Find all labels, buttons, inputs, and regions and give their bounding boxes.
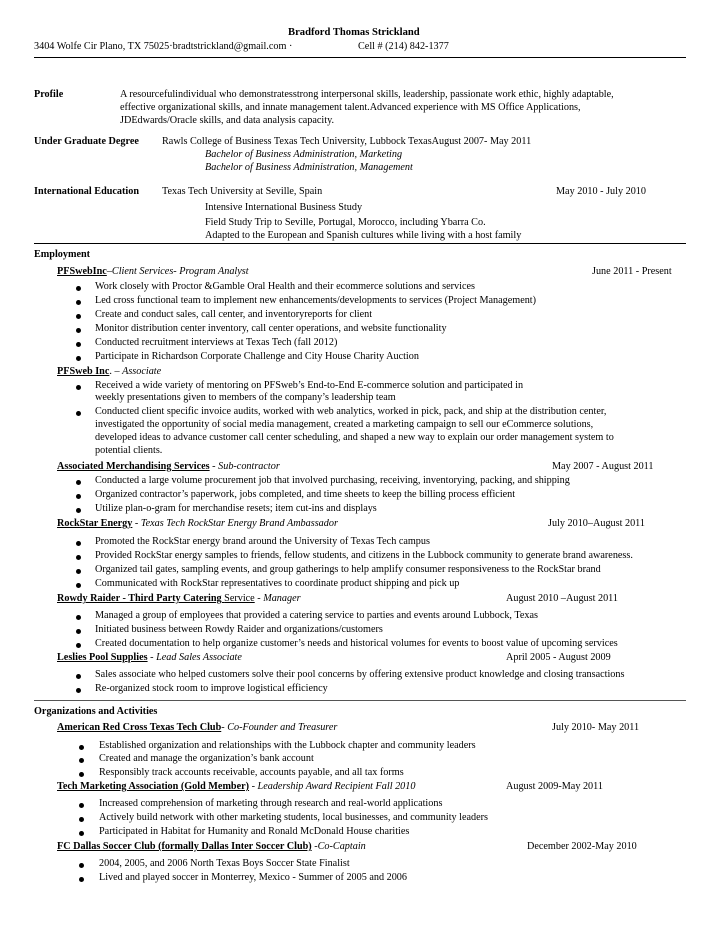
intl-dates: May 2010 - July 2010 [556, 186, 646, 197]
job-org: PFSwebInc [57, 266, 107, 277]
bullet-icon [76, 555, 81, 560]
job-org: Rowdy Raider - Third Party Catering [57, 593, 225, 604]
job-role: Associate [122, 366, 162, 377]
bullet-icon [76, 286, 81, 291]
orgs-heading: Organizations and Activities [34, 706, 158, 717]
job-bullet: Conducted client specific invoice audits, worked with web analytics, worked in pick, pack, and ship at the distribution center, [95, 406, 607, 417]
job-bullet: Create and conduct sales, call center, and inventoryreports for client [95, 309, 373, 320]
org-bullet: Established organization and relationships with the Lubbock chapter and community leaders [99, 740, 476, 751]
job-bullet: Organized contractor’s paperwork, jobs completed, and time sheets to keep the billing process efficient [95, 489, 516, 500]
org-bullet: Responsibly track accounts receivable, accounts payable, and all tax forms [99, 767, 404, 778]
degree: Bachelor of Business Administration, Management [205, 162, 413, 173]
job-dates: April 2005 - August 2009 [506, 652, 611, 663]
job-sep: . – [109, 366, 123, 377]
org-bullet: Actively build network with other marketing students, local businesses, and community leaders [99, 812, 489, 823]
degree: Bachelor of Business Administration, Marketing [205, 149, 403, 160]
org-title-line [57, 841, 366, 853]
bullet-icon [76, 356, 81, 361]
bullet-icon [76, 385, 81, 390]
job-bullet: Received a wide variety of mentoring on PFSweb’s End-to-End E-commerce solution and participated in [95, 380, 524, 391]
bullet-icon [76, 508, 81, 513]
job-role: –Client Services- Program Analyst [106, 266, 249, 277]
job-bullet: Participate in Richardson Corporate Challenge and City House Charity Auction [95, 351, 419, 362]
bullet-icon [76, 688, 81, 693]
job-bullet: Conducted a large volume procurement job that involved purchasing, receiving, inventorying, packing, and shipping [95, 475, 570, 486]
job-bullet: Work closely with Proctor &Gamble Oral Health and their ecommerce solutions and services [95, 281, 475, 292]
org-role: Co-Founder and Treasurer [227, 722, 338, 733]
org-dates: December 2002-May 2010 [527, 841, 637, 852]
job-bullet: Utilize plan-o-gram for merchandise resets; item cut-ins and displays [95, 503, 377, 514]
intl-line: Field Study Trip to Seville, Portugal, Morocco, including Ybarra Co. [205, 217, 486, 228]
job-dates: May 2007 - August 2011 [552, 461, 654, 472]
profile-line: JDEdwards/Oracle skills, and data analysis capacity. [120, 115, 335, 126]
job-bullet: Provided RockStar energy samples to friends, fellow students, and citizens in the Lubbock community to generate brand awareness. [95, 550, 633, 561]
job-title-line [57, 366, 161, 378]
intl-label: International Education [34, 186, 140, 197]
section-divider [34, 243, 686, 244]
org-sep: - [221, 722, 228, 733]
job-bullet: Created documentation to help organize customer’s needs and historical volumes for events to boost value of upcoming services [95, 638, 618, 649]
job-sep: - [132, 518, 141, 529]
bullet-icon [76, 480, 81, 485]
org-bullet: Lived and played soccer in Monterrey, Mexico - Summer of 2005 and 2006 [99, 872, 407, 883]
job-bullet-cont: potential clients. [95, 445, 163, 456]
intl-line: Adapted to the European and Spanish cultures while living with a host family [205, 230, 522, 241]
org-name: FC Dallas Soccer Club (formally Dallas Inter Soccer Club) [57, 841, 312, 852]
org-bullet: 2004, 2005, and 2006 North Texas Boys Soccer State Finalist [99, 858, 350, 869]
org-title-line [57, 781, 415, 793]
bullet-icon [79, 817, 84, 822]
job-bullet: Conducted recruitment interviews at Texas Tech (fall 2012) [95, 337, 338, 348]
job-dates: July 2010–August 2011 [548, 518, 645, 529]
job-org-extra: Service [224, 593, 255, 604]
bullet-icon [76, 541, 81, 546]
job-sep: - [209, 461, 219, 472]
intl-school: Texas Tech University at Seville, Spain [162, 186, 323, 197]
bullet-icon [76, 674, 81, 679]
bullet-icon [79, 831, 84, 836]
bullet-icon [79, 772, 84, 777]
job-title-line [57, 518, 338, 530]
bullet-icon [76, 569, 81, 574]
employment-heading: Employment [34, 249, 91, 260]
contact-line [34, 41, 292, 53]
bullet-icon [76, 314, 81, 319]
bullet-icon [76, 328, 81, 333]
job-sep: - [254, 593, 264, 604]
job-role: Lead Sales Associate [156, 652, 242, 663]
bullet-icon [76, 629, 81, 634]
org-title-line [57, 722, 337, 734]
cell-phone: Cell # (214) 842-1377 [358, 41, 449, 52]
job-org: PFSweb Inc [57, 366, 110, 377]
bullet-icon [76, 342, 81, 347]
job-bullet: Communicated with RockStar representatives to coordinate product shipping and pick up [95, 578, 460, 589]
profile-line: effective organizational skills, and innate management talent.Advanced experience with MS Office Applications, [120, 102, 581, 113]
org-role: Leadership Award Recipient Fall 2010 [257, 781, 416, 792]
bullet-icon [79, 863, 84, 868]
section-divider [34, 700, 686, 701]
bullet-icon [79, 803, 84, 808]
bullet-icon [76, 411, 81, 416]
org-bullet: Created and manage the organization’s bank account [99, 753, 314, 764]
job-dates: June 2011 - Present [592, 266, 672, 277]
org-role: Co-Captain [317, 841, 366, 852]
bullet-icon [76, 583, 81, 588]
undergrad-label: Under Graduate Degree [34, 136, 139, 147]
job-role: Manager [263, 593, 301, 604]
separator: · [288, 41, 293, 52]
job-bullet: Promoted the RockStar energy brand around the University of Texas Tech campus [95, 536, 430, 547]
job-bullet: Sales associate who helped customers solve their pool concerns by offering extensive product knowledge and closing transactions [95, 669, 625, 680]
job-bullet-cont: weekly presentations given to members of the company’s leadership team [95, 392, 396, 403]
org-sep: - [311, 841, 318, 852]
org-name: Tech Marketing Association (Gold Member) [57, 781, 250, 792]
org-dates: July 2010- May 2011 [552, 722, 640, 733]
job-role: Sub-contractor [218, 461, 280, 472]
bullet-icon [76, 615, 81, 620]
address: 3404 Wolfe Cir Plano, TX 75025 [34, 41, 170, 52]
job-org: RockStar Energy [57, 518, 133, 529]
bullet-icon [76, 643, 81, 648]
job-org: Associated Merchandising Services [57, 461, 210, 472]
undergrad-school: Rawls College of Business Texas Tech University, Lubbock TexasAugust 2007- May 2011 [162, 136, 532, 147]
org-dates: August 2009-May 2011 [506, 781, 603, 792]
email[interactable]: bradtstrickland@gmail.com [172, 41, 287, 52]
bullet-icon [76, 494, 81, 499]
job-bullet-cont: investigated the opportunity of social media management, created a marketing campaign to sell our eCommerce solutions, [95, 419, 594, 430]
job-title-line [57, 266, 249, 278]
job-bullet: Managed a group of employees that provided a catering service to parties and events around Lubbock, Texas [95, 610, 538, 621]
org-bullet: Increased comprehension of marketing through research and real-world applications [99, 798, 443, 809]
job-bullet: Re-organized stock room to improve logistical efficiency [95, 683, 328, 694]
job-sep: - [147, 652, 157, 663]
profile-label: Profile [34, 89, 64, 100]
bullet-icon [79, 745, 84, 750]
org-sep: - [249, 781, 258, 792]
job-title-line [57, 461, 280, 473]
bullet-icon [79, 758, 84, 763]
job-title-line [57, 593, 301, 605]
job-org: Leslies Pool Supplies [57, 652, 148, 663]
job-dates: August 2010 –August 2011 [506, 593, 618, 604]
job-bullet: Monitor distribution center inventory, call center operations, and website functionality [95, 323, 447, 334]
job-bullet: Organized tail gates, sampling events, and group gatherings to help amplify consumer responsiveness to the RockStar brand [95, 564, 601, 575]
job-bullet: Initiated business between Rowdy Raider and organizations/customers [95, 624, 383, 635]
profile-line: A resourcefulindividual who demonstratesstrong interpersonal skills, leadership, passionate work ethic, highly adaptable, [120, 89, 614, 100]
intl-line: Intensive International Business Study [205, 202, 363, 213]
bullet-icon [79, 877, 84, 882]
resume-name: Bradford Thomas Strickland [288, 27, 420, 38]
job-bullet-cont: developed ideas to advance customer call center scheduling, and shaped a new way to explain our order management system to [95, 432, 614, 443]
job-role: Texas Tech RockStar Energy Brand Ambassador [140, 518, 338, 529]
job-bullet: Led cross functional team to implement new enhancements/developments to services (Project Management) [95, 295, 537, 306]
org-bullet: Participated in Habitat for Humanity and Ronald McDonald House charities [99, 826, 410, 837]
org-name: American Red Cross Texas Tech Club [57, 722, 222, 733]
job-title-line [57, 652, 242, 664]
header-divider [34, 57, 686, 58]
bullet-icon [76, 300, 81, 305]
separator: · [169, 41, 173, 52]
